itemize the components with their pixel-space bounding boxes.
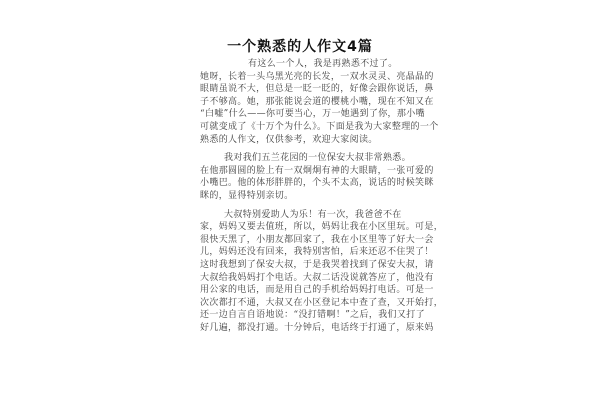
text-line: 次次都打不通，大叔又在小区登记本中查了查，又开始打， [200, 297, 444, 308]
text-line: 熟悉的人作文，仅供参考，欢迎大家阅读。 [200, 134, 378, 145]
text-line: 还一边自言自语地说：“没打错啊！”之后，我们又打了 [200, 310, 425, 321]
text-line: 这时我想到了保安大叔，于是我哭着找到了保安大叔，请 [200, 259, 434, 270]
text-line: 眼睛虽说不大，但总是一眨一眨的，好像会跟你说话，鼻 [200, 84, 434, 95]
text-line: 在他那圆圆的脸上有一双炯炯有神的大眼睛，一张可爱的 [200, 165, 434, 176]
text-line: 有这么一个人，我是再熟悉不过了。 [248, 59, 398, 69]
text-line: 大叔特别爱助人为乐！有一次，我爸爸不在 [224, 209, 402, 220]
text-line: 用公家的电话，而是用自己的手机给妈妈打电话。可是一 [200, 285, 434, 296]
text-line: 好几遍，都没打通。十分钟后，电话终于打通了，原来妈 [200, 322, 434, 333]
text-line: 很快天黑了，小朋友都回家了，我在小区里等了好大一会 [200, 234, 434, 245]
text-line: “白嘘”什么——你可要当心，万一她遇到了你，那小嘴 [200, 109, 425, 120]
document-title: 一个熟悉的人作文4篇 [227, 39, 373, 55]
text-line: 家，妈妈又要去值班，所以，妈妈让我在小区里玩。可是， [200, 222, 444, 233]
text-line: 儿，妈妈还没有回来，我特别害怕，后来还忍不住哭了！ [200, 247, 434, 258]
text-line: 我对我们五兰花园的一位保安大叔非常熟悉。 [224, 153, 412, 164]
paragraph [200, 152, 434, 202]
text-line: 她呀，长着一头乌黑光亮的长发，一双水灵灵、亮晶晶的 [200, 71, 434, 82]
paragraph [200, 209, 444, 335]
text-line: 子不够高。她，那张能说会道的樱桃小嘴，现在不知又在 [200, 96, 434, 107]
document-body [200, 58, 444, 334]
text-line: 大叔给我妈妈打个电话。大叔二话没说就答应了，他没有 [200, 272, 434, 283]
text-line: 可就变成了《十万个为什么》。下面是我为大家整理的一个 [200, 121, 439, 132]
text-line: 眯的，显得特别亲切。 [200, 190, 294, 201]
paragraph [200, 58, 439, 146]
text-line: 小嘴巴。他的体形胖胖的，个头不太高，说话的时候笑眯 [200, 178, 434, 189]
